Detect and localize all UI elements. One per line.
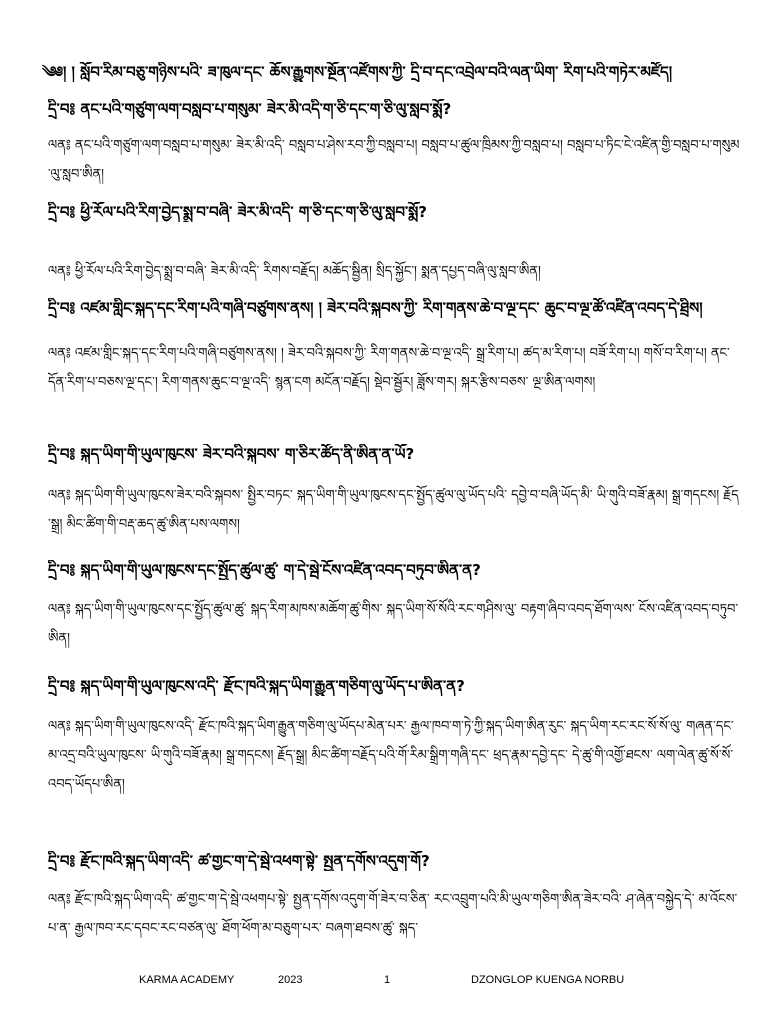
question-2: དྲི་བ༔ ཕྱི་རོལ་པའི་རིག་བྱེད་སྨྲ་བ་བཞི་ ཟེར་མི་འདི་ ག་ཅི་དང་ག་ཅི་ལུ་སླབ་སྨོ? xyxy=(48,203,427,221)
footer-year: 2023 xyxy=(278,974,303,986)
answer-2: ལན༔ ཕྱི་རོལ་པའི་རིག་བྱེད་སྨྲ་བ་བཞི་ ཟེར་མི་འདི་ རིགས་བརྗོད། མཆོད་སྦྱིན། སྲིད་སྐྱོང་། སྨན་དཔྱད་བཞི་ལུ་སླབ་ཨིན། xyxy=(48,264,541,279)
question-6: དྲི་བ༔ སྐད་ཡིག་གི་ཡུལ་ཁུངས་འདི་ རྫོང་ཁའི་སྐད་ཡིག་རྒྱུན་གཅིག་ལུ་ཡོད་པ་ཨིན་ན? xyxy=(48,677,465,695)
answer-7: ལན༔ རྫོང་ཁའི་སྐད་ཡིག་འདི་ ཚ་གྱང་ག་དེ་སྦེ་འཕགཔ་སྟེ་ སྤྱན་དགོས་འདུག་གོ་ཟེར་བ་ཅིན་ རང་འབྲུག་པའི་མི་ཡུལ་གཅིག་ཨིན་ཟེར་བའི་ ཤ་ཞེན་བསྐྱེད་དེ་ མ་འོངས་པ་ན་ རྒྱལ་ཁབ་རང་དབང་རང་བཙན་ལུ་ ཐོག་ཕོག་མ་བཅུག་པར་ བཞག་ཐབས་ཚུ་ སྐད་ xyxy=(48,892,738,936)
question-5: དྲི་བ༔ སྐད་ཡིག་གི་ཡུལ་ཁུངས་དང་སྤྱོད་ཚུལ་ཚུ་ ག་དེ་སྦེ་ངོས་འཛིན་འབད་བཏུབ་ཨིན་ན? xyxy=(48,561,481,579)
answer-3: ལན༔ འཛམ་གླིང་སྐད་དང་རིག་པའི་གཞི་བཙུགས་ནས། ། ཟེར་བའི་སྐབས་ཀྱི་ རིག་གནས་ཆེ་བ་ལྔ་འདི་ སྒྲ་རིག་པ། ཚད་མ་རིག་པ། བཟོ་རིག་པ། གསོ་བ་རིག་པ། ནང་དོན་རིག་པ་བཅས་ལྔ་དང་། རིག་གནས་ཆུང་བ་ལྔ་འདི་ སྙན་ངག མངོན་བརྗོད། སྡེབ་སྦྱོར། ཟློས་གར། སྐར་རྩིས་བཅས་ ལྔ་ཨིན་ལགས། xyxy=(48,346,730,390)
answer-4: ལན༔ སྐད་ཡིག་གི་ཡུལ་ཁུངས་ཟེར་བའི་སྐབས་ སྤྱིར་བཏང་ སྐད་ཡིག་གི་ཡུལ་ཁུངས་དང་སྤྱོད་ཚུལ་ལུ་ཡོད་པའི་ དབྱེ་བ་བཞི་ཡོད་མི་ ཡི་གུའི་བཟོ་རྣམ། སྒྲ་གདངས། རྗོད་སྒྲ། མིང་ཚིག་གི་བརྡ་ཆད་ཚུ་ཨིན་པས་ལགས། xyxy=(48,488,739,532)
question-3: དྲི་བ༔ འཛམ་གླིང་སྐད་དང་རིག་པའི་གཞི་བཙུགས་ནས། ། ཟེར་བའི་སྐབས་ཀྱི་ རིག་གནས་ཆེ་བ་ལྔ་དང་ ཆུང་བ་ལྔ་ཚོ་འཛིན་འབད་དེ་ཐྲིས། xyxy=(48,299,703,317)
document-heading: ༄༅། ། སློབ་རིམ་བཅུ་གཉིས་པའི་ ཟ་ཁུལ་དང་ ཆོས་རྒྱུགས་སྔོན་འཛོགས་ཀྱི་ དྲི་བ་དང་འབྲེལ་བའི་ལན་ཡིག་ རིག་པའི་གཏེར་མཛོད། xyxy=(42,63,673,81)
question-1: དྲི་བ༔ ནང་པའི་གཙུག་ལག་བསླབ་པ་གསུམ་ ཟེར་མི་འདི་ག་ཅི་དང་ག་ཅི་ལུ་སླབ་སྨོ? xyxy=(48,100,452,118)
footer-author: DZONGLOP KUENGA NORBU xyxy=(471,974,625,986)
answer-1: ལན༔ ནང་པའི་གཙུག་ལག་བསླབ་པ་གསུམ་ ཟེར་མི་འདི་ བསླབ་པ་ཤེས་རབ་ཀྱི་བསླབ་པ། བསླབ་པ་ཚུལ་ཁྲིམས་ཀྱི་བསླབ་པ། བསླབ་པ་ཏིང་ངེ་འཛིན་གྱི་བསླབ་པ་གསུམ་ལུ་སླབ་ཨིན། xyxy=(48,138,740,182)
question-7: དྲི་བ༔ རྫོང་ཁའི་སྐད་ཡིག་འདི་ ཚ་གྱང་ག་དེ་སྦེ་འཕག་སྟེ་ སྤྱན་དགོས་འདུག་གོ? xyxy=(48,852,430,870)
footer-page-number: 1 xyxy=(384,974,391,986)
question-4: དྲི་བ༔ སྐད་ཡིག་གི་ཡུལ་ཁུངས་ ཟེར་བའི་སྐབས་ ག་ཅིར་ཚོད་ནི་ཨིན་ན་ཡོ? xyxy=(48,445,415,463)
answer-5: ལན༔ སྐད་ཡིག་གི་ཡུལ་ཁུངས་དང་སྤྱོད་ཚུལ་ཚུ་ སྐད་རིག་མཁས་མཆོག་ཚུ་གིས་ སྐད་ཡིག་སོ་སོའི་རང་གཤིས་ལུ་ བརྟག་ཞིབ་འབད་ཐོག་ལས་ ངོས་འཛིན་འབད་བཏུབ་ཨིན། xyxy=(48,602,739,646)
footer-institution: KARMA ACADEMY xyxy=(139,974,235,986)
answer-6: ལན༔ སྐད་ཡིག་གི་ཡུལ་ཁུངས་འདི་ རྫོང་ཁའི་སྐད་ཡིག་རྒྱུན་གཅིག་ལུ་ཡོདཔ་མེན་པར་ རྒྱལ་ཁབ་ག་ཏེ་ཀྱི་སྐད་ཡིག་ཨིན་རུང་ སྐད་ཡིག་རང་རང་སོ་སོ་ལུ་ གཞན་དང་མ་འདྲ་བའི་ཡུལ་ཁུངས་ ཡི་གུའི་བཟོ་རྣམ། སྒྲ་གདངས། རྗོད་སྒྲ། མིང་ཚིག་བརྗོད་པའི་གོ་རིམ་སྒྲིག་གཞི་དང་ ཕྲད་རྣམ་དབྱེ་དང་ དེ་ཚུ་གི་འགྱོ་ཐངས་ ལག་ལེན་ཚུ་སོ་སོ་འབད་ཡོདཔ་ཨིན། xyxy=(48,719,734,792)
